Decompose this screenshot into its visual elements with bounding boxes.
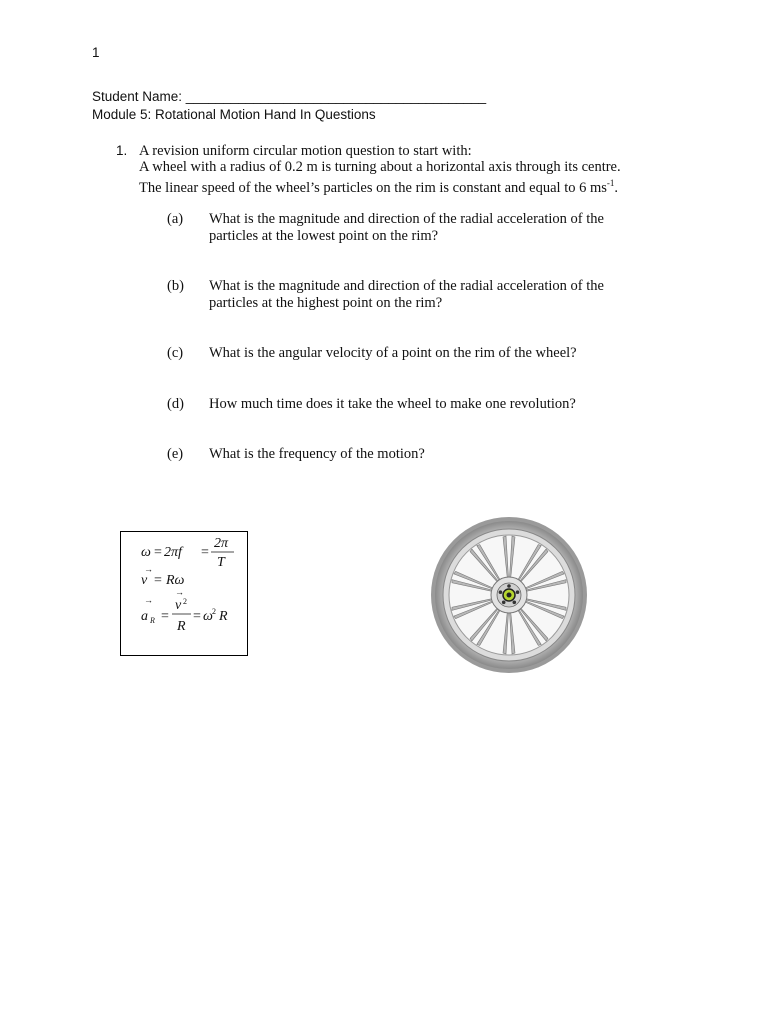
part-label: (b) <box>167 278 184 294</box>
formula-omega-sq: ω <box>203 609 213 624</box>
part-label: (d) <box>167 396 184 412</box>
formula-graphic <box>121 532 249 657</box>
part-text: What is the magnitude and direction of the radial acceleration of the particles at the lowest point on the rim? <box>209 211 604 244</box>
student-name-line: Student Name: ________________________________________ <box>92 89 487 104</box>
formula-equals: = <box>154 573 162 588</box>
question-line-3 <box>139 175 621 196</box>
question-line-1: A revision uniform circular motion question to start with: <box>139 143 472 159</box>
question-number: 1. <box>116 143 128 158</box>
formula-v-num: v <box>175 598 182 613</box>
formula-2pif: 2πf <box>164 545 182 560</box>
vector-arrow-icon: → <box>175 587 184 597</box>
vector-arrow-icon: → <box>144 595 153 605</box>
vector-arrow-icon: → <box>144 564 153 574</box>
formula-sub-R: R <box>150 616 155 625</box>
part-text: What is the angular velocity of a point on the rim of the wheel? <box>209 345 577 361</box>
formula-T: T <box>217 555 225 570</box>
formula-a: a <box>141 609 148 624</box>
lug-nut <box>507 584 511 588</box>
question-line-3-end: . <box>614 179 619 196</box>
formula-R-den: R <box>177 619 186 634</box>
part-label: (a) <box>167 211 184 227</box>
lug-nut <box>499 590 503 594</box>
part-label: (c) <box>167 345 184 361</box>
formula-equals: = <box>201 545 209 560</box>
formula-R-omega: Rω <box>166 573 185 588</box>
part-text: What is the magnitude and direction of the radial acceleration of the particles at the highest point on the rim? <box>209 278 604 311</box>
formula-v: v <box>141 573 148 588</box>
question-line-3-text: The linear speed of the wheel’s particles on the rim is constant and equal to 6 ms <box>139 179 607 196</box>
question-line-2: A wheel with a radius of 0.2 m is turning about a horizontal axis through its centre. <box>139 159 621 175</box>
unit-exponent: -1 <box>606 178 615 188</box>
module-title: Module 5: Rotational Motion Hand In Questions <box>92 107 376 122</box>
part-text: How much time does it take the wheel to make one revolution? <box>209 396 576 412</box>
formula-omega: ω <box>141 545 151 560</box>
wheel-image <box>424 515 594 675</box>
lug-nut <box>516 590 520 594</box>
part-text: What is the frequency of the motion? <box>209 446 425 462</box>
page-number: 1 <box>92 45 100 60</box>
question-intro <box>139 143 621 196</box>
formula-R: R <box>219 609 228 624</box>
lug-nut <box>512 600 516 604</box>
part-label: (e) <box>167 446 184 462</box>
formula-square: 2 <box>212 607 216 616</box>
formula-equals: = <box>161 609 169 624</box>
formula-box <box>120 531 248 656</box>
lug-nut <box>502 600 506 604</box>
formula-2pi: 2π <box>214 536 229 551</box>
formula-square: 2 <box>183 597 187 606</box>
formula-equals: = <box>193 609 201 624</box>
formula-equals: = <box>154 545 162 560</box>
